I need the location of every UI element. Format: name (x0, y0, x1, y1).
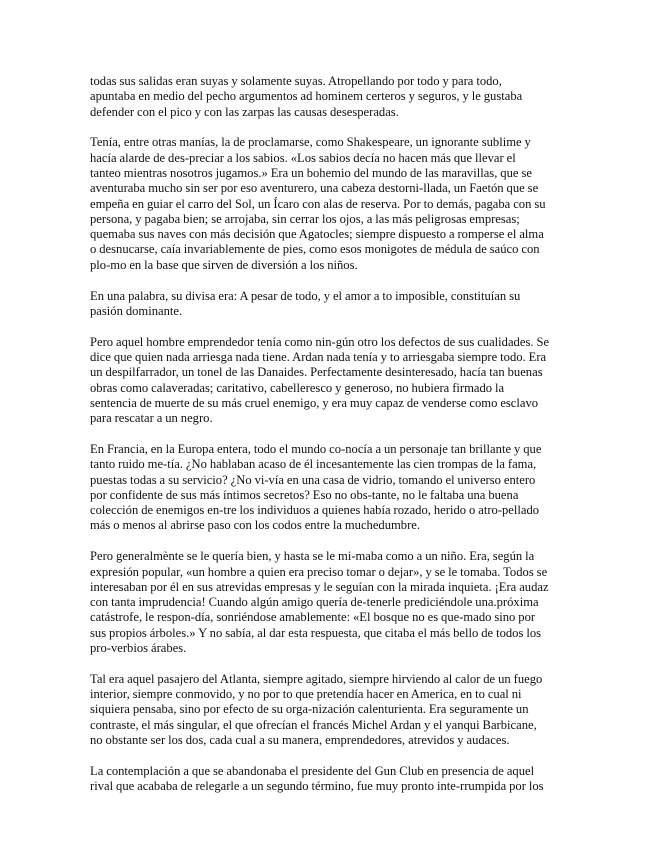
paragraph-3: En una palabra, su divisa era: A pesar de todo, y el amor a to imposible, constituían su pasión dominante. (90, 288, 521, 318)
paragraph-7: Tal era aquel pasajero del Atlanta, siempre agitado, siempre hirviendo al calor de un fuego interior, siempre conmovido, y no por to que pretendía hacer en America, en to cual ni siquiera pensaba, sino por efecto de su orga-nización calenturienta. Era seguramente un contraste, el más singular, el que ofrecían el francés Michel Ardan y el yanqui Barbicane, no obstante ser los dos, cada cual a su manera, emprendedores, atrevidos y audaces. (90, 671, 543, 747)
paragraph-6: Pero generalmènte se le quería bien, y hasta se le mi-maba como a un niño. Era, según la expresión popular, «un hombre a quien era preciso tomar o dejar», y se le tomaba. Todos se interesaban por él en sus atrevidas empresas y le seguían con la mirada inquieta. ¡Era audaz con tanta imprudencia! Cuando algún amigo quería de-tenerle prediciéndole una.próxima catástrofe, le respon-día, sonriéndose amablemente: «El bosque no es que-mado sino por sus propios árboles.» Y no sabía, al dar esta respuesta, que citaba el más bello de todos los pro-verbios árabes. (90, 549, 549, 655)
paragraph-4: Pero aquel hombre emprendedor tenía como nin-gún otro los defectos de sus cualidades. Se dice que quien nada arriesga nada tiene. Ardan nada tenía y to arriesgaba siempre todo. Era un despilfarrador, un tonel de las Danaides. Perfectamente desinteresado, hacía tan buenas obras como calaveradas; caritativo, cabelleresco y generoso, no hubiera firmado la sentencia de muerte de su más cruel enemigo, y era muy capaz de venderse como esclavo para rescatar a un negro. (90, 334, 550, 426)
paragraph-8: La contemplación a que se abandonaba el presidente del Gun Club en presencia de aquel rival que acababa de relegarle a un segundo término, fue muy pronto inte-rrumpida por los (90, 763, 544, 794)
paragraph-2: Tenía, entre otras manías, la de proclamarse, como Shakespeare, un ignorante sublime y hacía alarde de des-preciar a los sabios. «Los sabios decía no hacen más que llevar el tanteo mientras nosotros jugamos.» Era un bohemio del mundo de las maravillas, que se aventuraba mucho sin ser por eso aventurero, una cabeza destorni-llada, un Faetón que se empeña en guiar el carro del Sol, un Ícaro con alas de reserva. Por to demás, pagaba con su persona, y pagaba bien; se arrojaba, sin cerrar los ojos, a las más peligrosas empresas; quemaba sus naves con más decisión que Agatocles; siempre dispuesto a romperse el alma o desnucarse, caía invariablemente de pies, como esos monigotes de médula de saúco con plo-mo en la base que sirven de diversión a los niños. (90, 135, 546, 272)
paragraph-5: En Francia, en la Europa entera, todo el mundo co-nocía a un personaje tan brillante y que tanto ruido me-tía. ¿No hablaban acaso de él incesantemente las cien trompas de la fama, puestas todas a su servicio? ¿No vi-vía en una casa de vidrio, tomando el universo entero por confidente de sus más íntimos secretos? Eso no obs-tante, no le faltaba una buena colección de enemigos en-tre los individuos a quienes había rozado, herido o atro-pellado más o menos al abrirse paso con los codos entre la muchedumbre. (90, 441, 542, 533)
paragraph-1: todas sus salidas eran suyas y solamente suyas. Atropellando por todo y para todo, apuntaba en medio del pecho argumentos ad hominem certeros y seguros, y le gustaba defender con el pico y con las zarpas las causas desesperadas. (90, 74, 523, 119)
document-page (90, 74, 568, 810)
